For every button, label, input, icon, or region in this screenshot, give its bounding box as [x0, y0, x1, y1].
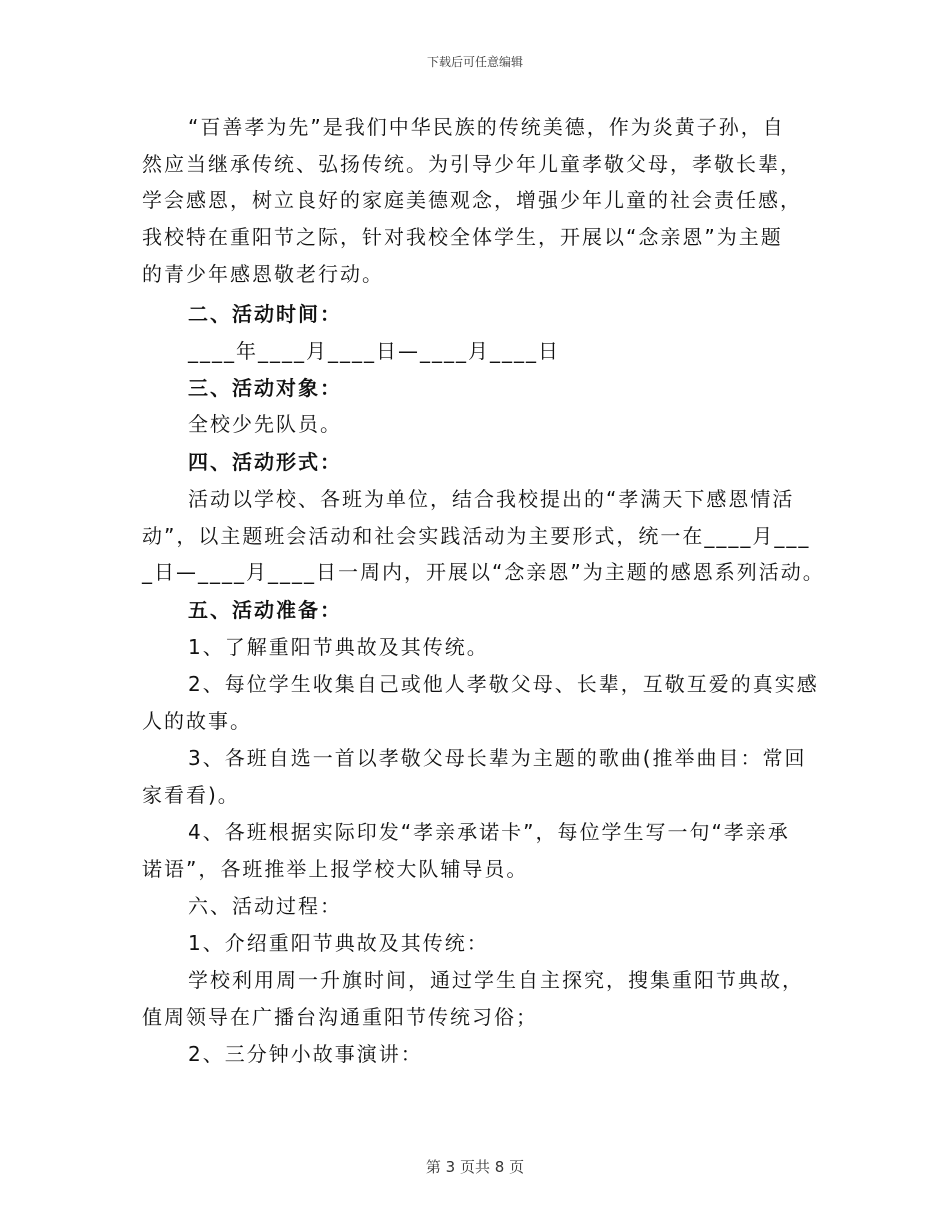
text-line: 学校利用周一升旗时间，通过学生自主探究，搜集重阳节典故，: [188, 968, 804, 992]
text-line: 诺语”，各班推举上报学校大队辅导员。: [142, 857, 529, 881]
page-header: 下载后可任意编辑: [426, 55, 523, 69]
text-line: 2、三分钟小故事演讲：: [188, 1042, 423, 1066]
text-line: _日—____月____日一周内，开展以“念亲恩”为主题的感恩系列活动。: [142, 560, 825, 584]
text-line: ____年____月____日—____月____日: [188, 339, 560, 363]
text-line: 值周领导在广播台沟通重阳节传统习俗；: [142, 1005, 538, 1029]
text-line: 的青少年感恩敬老行动。: [142, 262, 384, 286]
text-line: 动”，以主题班会活动和社会实践活动为主要形式，统一在____月___: [142, 524, 811, 548]
section-heading: 四、活动形式：: [188, 450, 342, 474]
text-line: 全校少先队员。: [188, 412, 342, 436]
section-heading: 六、活动过程：: [188, 894, 342, 918]
page-footer: 第 3 页共 8 页: [425, 1158, 525, 1176]
text-line: 3、各班自选一首以孝敬父母长辈为主题的歌曲(推举曲目：常回: [188, 746, 807, 770]
text-line: 我校特在重阳节之际，针对我校全体学生，开展以“念亲恩”为主题: [142, 225, 783, 249]
text-line: 4、各班根据实际印发“孝亲承诺卡”，每位学生写一句“孝亲承: [188, 820, 790, 844]
text-line: 学会感恩，树立良好的家庭美德观念，增强少年儿童的社会责任感，: [142, 188, 802, 212]
text-line: 人的故事。: [142, 709, 252, 733]
section-heading: 五、活动准备：: [188, 598, 342, 622]
section-heading: 二、活动时间：: [188, 302, 342, 326]
section-heading: 三、活动对象：: [188, 376, 342, 400]
text-line: 2、每位学生收集自己或他人孝敬父母、长辈，互敬互爱的真实感: [188, 672, 819, 696]
text-line: 活动以学校、各班为单位，结合我校提出的“孝满天下感恩情活: [188, 487, 795, 511]
text-line: “百善孝为先”是我们中华民族的传统美德，作为炎黄子孙，自: [188, 115, 785, 139]
text-line: 家看看)。: [142, 783, 240, 807]
text-line: 然应当继承传统、弘扬传统。为引导少年儿童孝敬父母，孝敬长辈，: [142, 152, 802, 176]
text-line: 1、了解重阳节典故及其传统。: [188, 635, 489, 659]
text-line: 1、介绍重阳节典故及其传统：: [188, 931, 489, 955]
